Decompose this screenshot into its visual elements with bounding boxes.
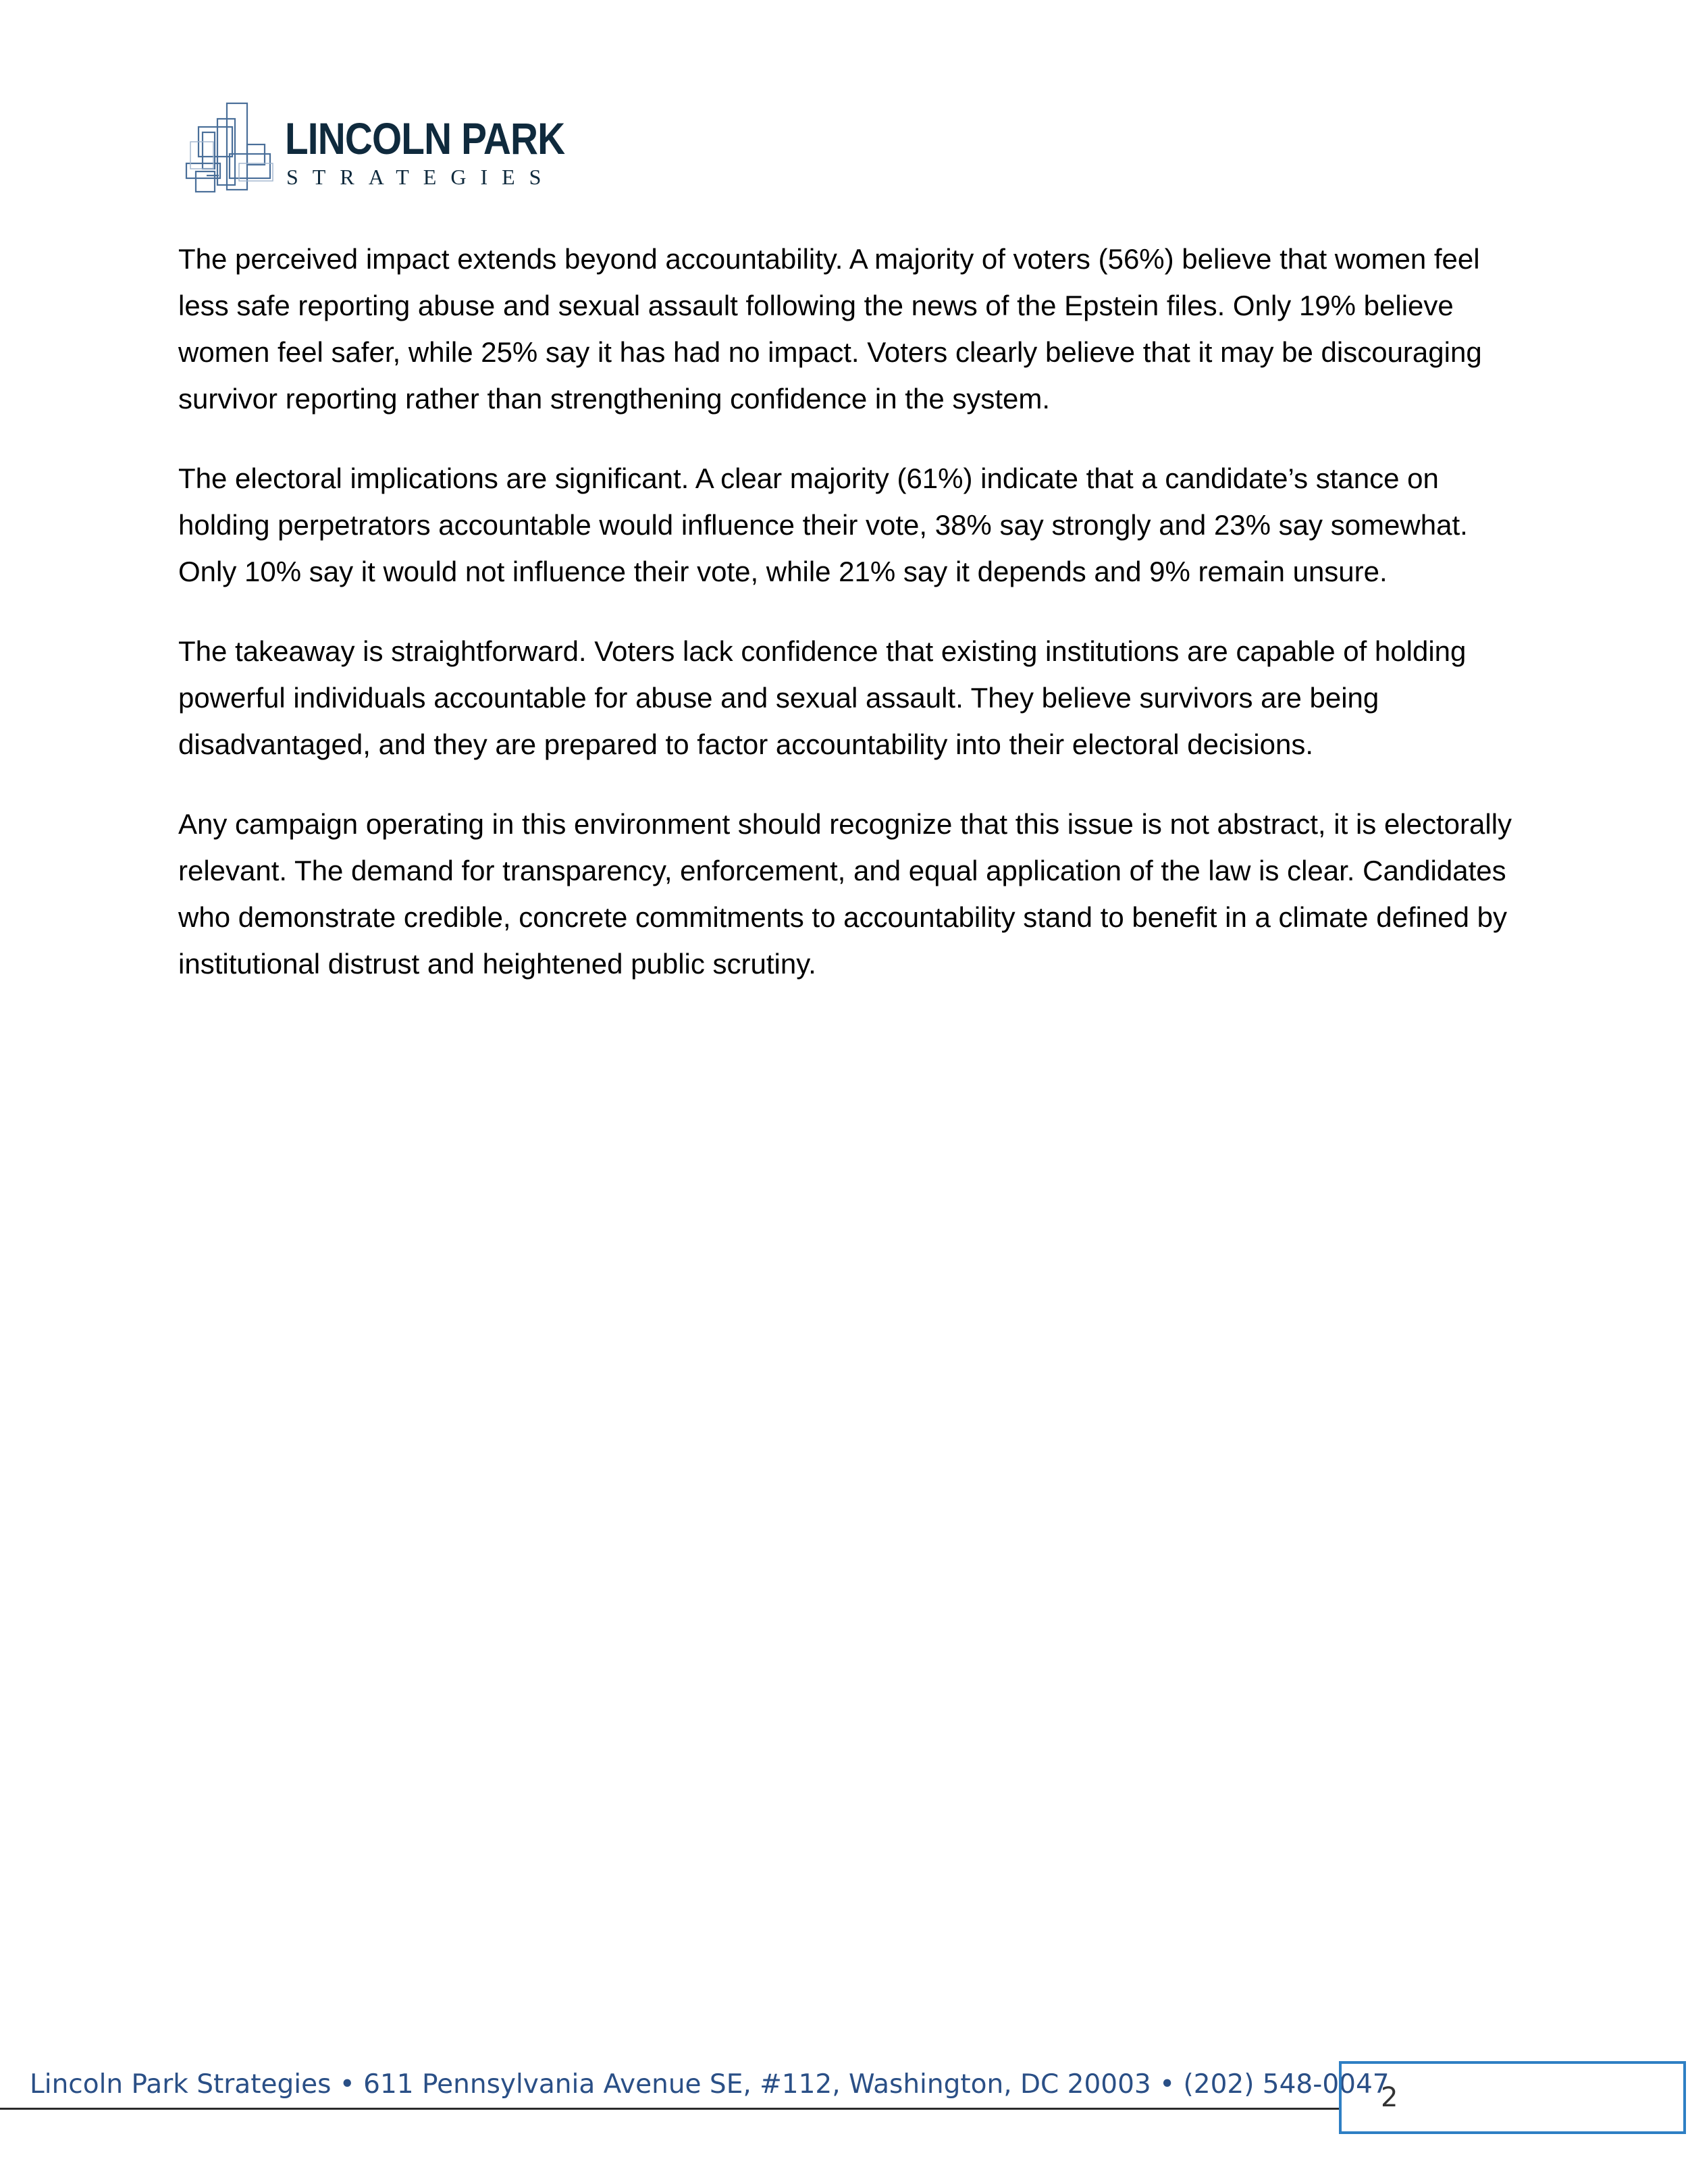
paragraph-electoral: The electoral implications are significant. A clear majority (61%) indicate that a candidate’s stance on holding perpetrators accountable would influence their vote, 38% say strongly and 23% say somewhat. Only 10% say it would not influence their vote, while 21% say it depends and 9% remain unsure. — [178, 462, 1468, 587]
page-number: 2 — [1381, 2082, 1398, 2113]
paragraph-campaign: Any campaign operating in this environment should recognize that this issue is not abstract, it is electorally relevant. The demand for transparency, enforcement, and equal application of the law is clear. Candidates who demonstrate credible, concrete commitments to accountability stand to benefit in a climate defined by institutional distrust and heightened public scrutiny. — [178, 808, 1512, 980]
paragraph-takeaway: The takeaway is straightforward. Voters lack confidence that existing institutions are capable of holding powerful individuals accountable for abuse and sexual assault. They believe survivors are being disadvantaged, and they are prepared to factor accountability into their electoral decisions. — [178, 635, 1467, 760]
document-body — [178, 236, 1529, 1020]
logo-wordmark-secondary: STRATEGIES — [286, 165, 556, 189]
company-logo — [182, 101, 601, 196]
page-number-box — [1339, 2061, 1686, 2134]
footer-divider — [0, 2108, 1341, 2110]
paragraph-impact: The perceived impact extends beyond accountability. A majority of voters (56%) believe that women feel less safe reporting abuse and sexual assault following the news of the Epstein files. Only 19% believe women feel safer, while 25% say it has had no impact. Voters clearly believe that it may be discouraging survivor reporting rather than strengthening confidence in the system. — [178, 243, 1482, 415]
logo-wordmark-primary: LINCOLN PARK — [285, 113, 565, 163]
footer-contact-line: Lincoln Park Strategies • 611 Pennsylvania Avenue SE, #112, Washington, DC 20003 • (202) 548-0047 — [30, 2069, 1390, 2100]
overlapping-rectangles-logo-icon — [182, 101, 284, 196]
